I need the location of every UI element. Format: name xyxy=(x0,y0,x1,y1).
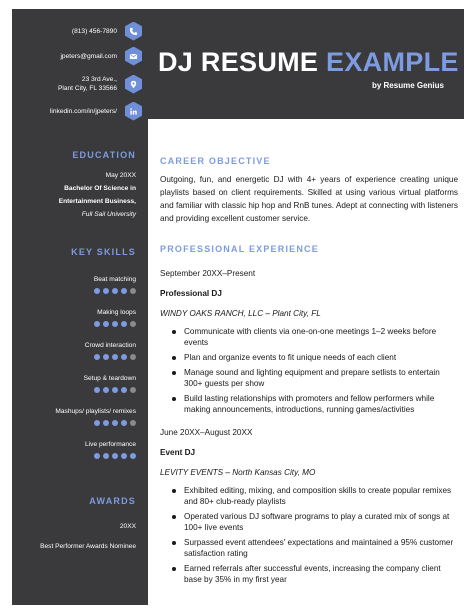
skill-item xyxy=(55,407,136,426)
rating-dot-filled xyxy=(121,288,127,294)
skill-item xyxy=(94,308,136,327)
skill-name: Crowd interaction xyxy=(84,342,136,349)
resume-page xyxy=(12,9,464,605)
email-text[interactable]: jpeters@gmail.com xyxy=(60,52,117,60)
location-pin-icon xyxy=(125,75,142,94)
job-title: Professional DJ xyxy=(160,289,222,298)
rating-dot-filled xyxy=(121,453,127,459)
rating-dot-filled xyxy=(121,321,127,327)
job-dates: June 20XX–August 20XX xyxy=(160,428,253,437)
rating-dot-filled xyxy=(130,453,136,459)
title-main: DJ RESUME xyxy=(158,47,319,77)
skill-rating xyxy=(94,321,136,327)
rating-dot-filled xyxy=(121,420,127,426)
rating-dot-filled xyxy=(103,420,109,426)
skill-rating xyxy=(84,387,136,393)
objective-heading: CAREER OBJECTIVE xyxy=(160,156,271,166)
rating-dot-filled xyxy=(112,321,118,327)
rating-dot-filled xyxy=(121,354,127,360)
skill-name: Mashups/ playlists/ remixes xyxy=(55,408,136,415)
address-line2: Plant City, FL 33566 xyxy=(57,85,117,92)
job-company: LEVITY EVENTS – North Kansas City, MO xyxy=(160,468,316,477)
rating-dot-filled xyxy=(112,420,118,426)
skill-name: Beat matching xyxy=(93,276,136,283)
job-bullets xyxy=(172,485,458,589)
objective-text: Outgoing, fun, and energetic DJ with 4+ years of experience creating unique playlists based on client requirements. Skilled at using various virtual platforms and familiar with classic hip hop and RnB tunes. Adept at connecting with listeners and providing excellent customer service. xyxy=(160,175,458,223)
rating-dot-filled xyxy=(94,288,100,294)
experience-heading: PROFESSIONAL EXPERIENCE xyxy=(160,244,319,254)
education-degree-line1: Bachelor Of Science in xyxy=(64,185,136,192)
rating-dot-filled xyxy=(94,453,100,459)
list-item: Exhibited editing, mixing, and composition skills to create popular remixes and 80+ club-ready playlists xyxy=(172,485,458,507)
job-company: WINDY OAKS RANCH, LLC – Plant City, FL xyxy=(160,309,321,318)
job-dates: September 20XX–Present xyxy=(160,269,256,278)
contact-email[interactable] xyxy=(60,46,142,66)
education-degree-line2: Entertainment Business, xyxy=(58,198,136,205)
title-accent: EXAMPLE xyxy=(326,47,459,77)
skill-name: Live performance xyxy=(85,441,136,448)
linkedin-text[interactable]: linkedin.com/in/jpeters/ xyxy=(49,107,117,115)
rating-dot-filled xyxy=(103,321,109,327)
rating-dot-filled xyxy=(94,387,100,393)
job-bullets xyxy=(172,326,458,419)
skill-item xyxy=(85,341,136,360)
phone-text: (813) 456-7890 xyxy=(71,27,117,35)
contact-phone xyxy=(72,21,142,41)
rating-dot-filled xyxy=(103,354,109,360)
skill-item xyxy=(94,275,136,294)
skill-rating xyxy=(85,453,136,459)
list-item: Operated various DJ software programs to play a curated mix of songs at 100+ live events xyxy=(172,511,458,533)
list-item: Manage sound and lighting equipment and prepare setlists to entertain 300+ guests per show xyxy=(172,367,458,389)
education-heading: EDUCATION xyxy=(72,150,136,160)
page-title xyxy=(158,47,459,78)
mail-icon xyxy=(125,47,142,66)
rating-dot-filled xyxy=(112,387,118,393)
skill-rating xyxy=(55,420,136,426)
byline: by Resume Genius xyxy=(371,81,444,90)
list-item: Build lasting relationships with promoters and fellow performers while making announcements, introductions, running games/activities xyxy=(172,393,458,415)
rating-dot-empty xyxy=(130,420,136,426)
rating-dot-empty xyxy=(130,387,136,393)
contact-address xyxy=(58,71,142,97)
linkedin-icon xyxy=(125,102,142,121)
skill-rating xyxy=(85,354,136,360)
skill-name: Setup & teardown xyxy=(83,375,136,382)
rating-dot-filled xyxy=(94,321,100,327)
rating-dot-empty xyxy=(130,321,136,327)
rating-dot-filled xyxy=(112,354,118,360)
header-banner xyxy=(148,9,464,119)
rating-dot-filled xyxy=(103,288,109,294)
skill-name: Making loops xyxy=(97,309,136,316)
list-item: Surpassed event attendees' expectations and maintained a 95% customer satisfaction rating xyxy=(172,537,458,559)
contact-linkedin[interactable] xyxy=(50,101,142,121)
list-item: Plan and organize events to fit unique needs of each client xyxy=(172,352,458,363)
award-year: 20XX xyxy=(119,523,136,530)
rating-dot-filled xyxy=(103,387,109,393)
rating-dot-filled xyxy=(112,288,118,294)
sidebar xyxy=(12,9,148,605)
skill-item xyxy=(84,374,136,393)
rating-dot-empty xyxy=(130,288,136,294)
award-name: Best Performer Awards Nominee xyxy=(40,543,136,550)
skill-item xyxy=(85,440,136,459)
rating-dot-filled xyxy=(94,420,100,426)
job-title: Event DJ xyxy=(160,448,196,457)
education-date: May 20XX xyxy=(105,172,136,179)
address-line1: 23 3rd Ave., xyxy=(81,76,117,83)
skill-rating xyxy=(94,288,136,294)
rating-dot-filled xyxy=(121,387,127,393)
phone-icon xyxy=(125,22,142,41)
skills-heading: KEY SKILLS xyxy=(71,247,136,257)
awards-heading: AWARDS xyxy=(89,496,136,506)
rating-dot-filled xyxy=(94,354,100,360)
rating-dot-filled xyxy=(112,453,118,459)
list-item: Earned referrals after successful events, increasing the company client base by 35% in my first year xyxy=(172,563,458,585)
rating-dot-empty xyxy=(130,354,136,360)
education-school: Full Sail University xyxy=(81,211,136,218)
rating-dot-filled xyxy=(103,453,109,459)
list-item: Communicate with clients via one-on-one meetings 1–2 weeks before events xyxy=(172,326,458,348)
